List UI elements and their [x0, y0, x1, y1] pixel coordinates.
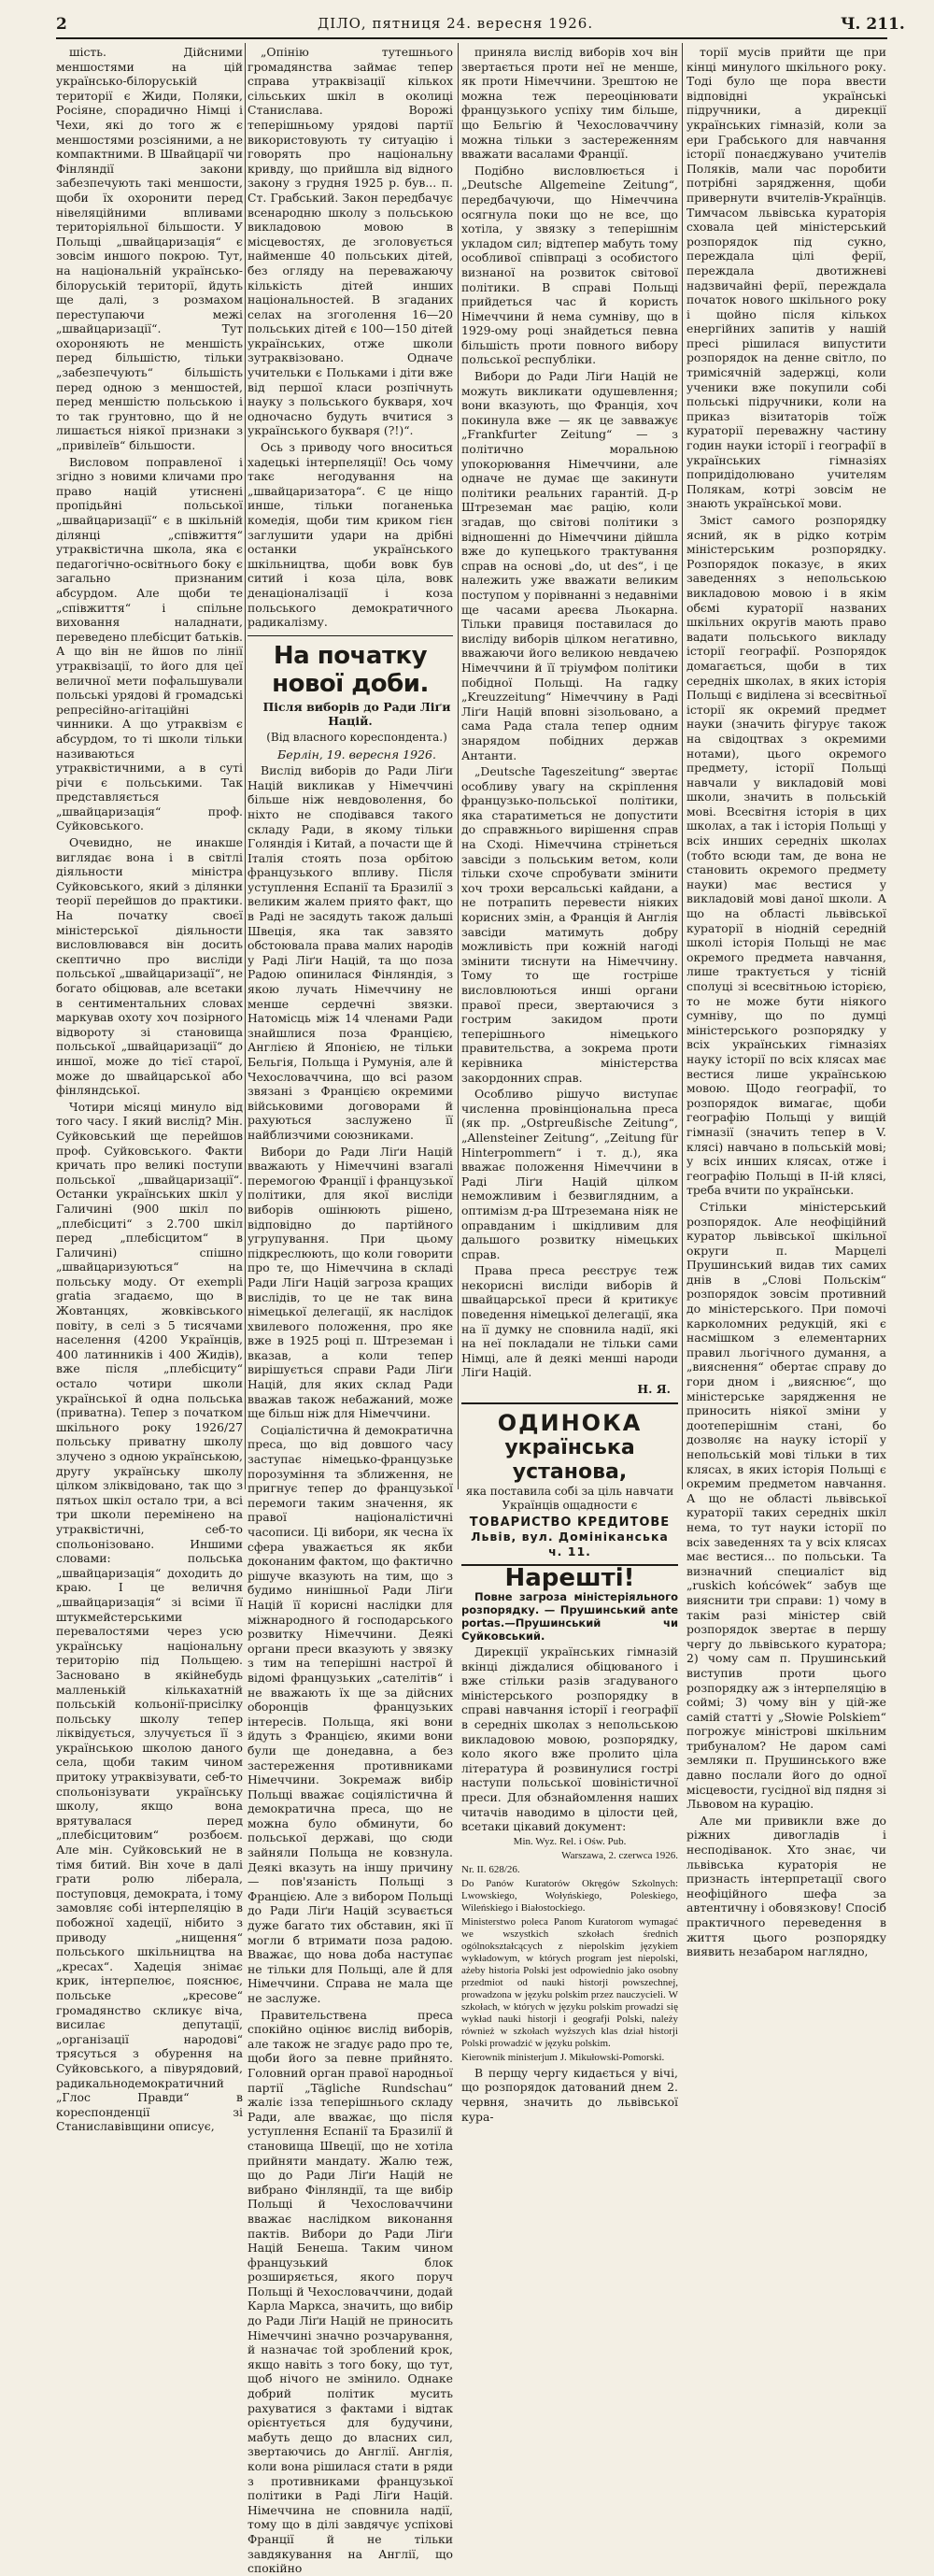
issue-number: Ч. 211.	[841, 15, 905, 34]
paragraph: „Опінію тутешнього громадянства займає тепер справа утраквізації кількох сільських шкіл в околиці Станислава. Ворожі теперішньому урядові партії використовують ту ситуацію і говорять про національну кривду, що прийшла від відного закону з грудня 1925 р. був... п. Ст. Грабський. Закон передбачує всенародню школу з польською викладовою мовою в місцевостях, де зголовується найменше 40 польських дітей, без огляду на переважаючу кількість дітей инших національностей. В згаданих селах на згоголення 16—20 польських дітей є 100—150 дітей українських, отже школи зутраквізовано. Одначе учительки є Польками і діти вже від першої класи розпічнуть науку з польського букваря, хоч одночасно будуть вчитися з українського букваря (?!)“.	[248, 45, 453, 438]
notice-title: Нарешті!	[504, 1564, 635, 1593]
paragraph: Стільки міністерський розпорядок. Але неофіційний куратор львівської шкільної округи п. Марцелі Прушинський видав тих самих днів в „Слові Польскім“ розпорядок зовсім противний до міністерського. При помочі карколомних редукцій, які є насмішком з елементарних правил льогічного думання, а „вияснення“ обертає справу до гори дном і „вияснює“, що міністерське зарядження не приносить ніякої зміни у доотеперішнім стані, бо дозволяє на науку історії у непольській мові тільки в тих клясах, в яких історія Польщі є окремим предметом навчання. А що не області львівської кураторії таких середніх шкіл нема, то тут науки історії по всіх заведеннях та у всіх клясах має вестися... по польськи. Та визначний специаліст від „ruskich końcówek“ забув ще вияснити три справи: 1) чому в такім разі міністер свій розпорядок звертає в першу чергу до львівського куратора; 2) чому сам п. Прушинський виступив проти цього розпорядку аж з інтерпеляцію в соймі; 3) чому він у цій-же самій статті у „Słowie Polskiem“ погрожує міністрові шкільним трибуналом? Не даром самі земляки п. Прушинського вже давно послали його до одної місцевости, гусідної від пядня зі Львовом на курацію.	[686, 1199, 886, 1812]
paragraph: Очевидно, не инакше виглядає вона і в світлі діяльности міністра Суйковського, який з ділянки теорії перейшов до практики. На початку своєї міністерської діяльности висловлювався він досить скептично про висліди польської „швайцаризації“, не богато обіцював, але всетаки в сентиментальних словах маркував охоту хоч позірного відвороту зі становища польської „швайцаризації“ до иншої, може до тієї старої, може до швайцарської або фінляндської.	[56, 835, 243, 1098]
ad-subheadline: українська установа,	[504, 1435, 635, 1484]
document-office: Min. Wyz. Rel. i Ośw. Pub.	[513, 1835, 627, 1847]
document-body: Ministerstwo poleca Panom Kuratorom wymagać we wszystkich szkołach średnich ogólnokształcących z niepolskim językiem wykładowym, w których program jest niepolski, ażeby historia Polski jest odpowiednio jako osobny przedmiot od nauki historji powszechnej, prowadzona w języku polskim przez nauczycieli. W szkołach, w których w języku polskim prowadzi się wykład nauki historji i geografji Polski, należy również w szkołach wyższych klas dział historji Polski prowadzić w języku polskim.	[461, 1915, 678, 2049]
paragraph: Але ми привикли вже до ріжних дивогладів і несподіванок. Хто знає, чи львівська кураторія не признасть інтерпретації свого неофіційного шефа за автентичну і обовязкову! Спосіб практичного переведення в життя цього розпорядку виявить незабаром наглядно,	[686, 1813, 886, 1959]
bank-advertisement	[461, 1402, 678, 1567]
page-number: 2	[56, 15, 67, 34]
masthead-date: ДІЛО, пятниця 24. вересня 1926.	[318, 15, 594, 32]
paragraph: Особливо рішучо виступає численна провінціональна преса (як пр. „Ostpreußische Zeitung“, „Allensteiner Zeitung“, „Zeitung für Hinterpommern“ і т. д.), яка вважає положення Німеччини в Раді Ліґи Націй цілком неможливим і безвиглядним, а оптимізм д-ра Штреземана ніяк не оправданим і шкідливим для дальшого розвитку німецьких справ.	[461, 1087, 678, 1261]
ad-text: яка поставила собі за ціль навчати Українців ощадности є	[465, 1484, 674, 1512]
column-1	[56, 45, 243, 2134]
document-signoff: Kierownik ministerjum J. Mikułowski-Pomorski.	[461, 2051, 665, 2063]
column-2	[248, 45, 453, 2576]
column-divider	[682, 43, 683, 1489]
paragraph: Чотири місяці минуло від того часу. І який вислід? Мін. Суйковський ще перейшов проф. Суйковського. Факти кричать про великі поступи польської „швайцаризації“. Останки українських шкіл у Галичині (900 шкіл по „плебісциті“ з 2.700 шкіл перед „плебісцитом“ в Галичині) спішно „швайцаризуються“ на польську моду. От exempli gratia згадаємо, що в Жовтанцях, жовківського повіту, в селі з 5 тисячами населення (4200 Українців, 400 латинників і 400 Жидів), вже після „плебісциту“ остало чотири школи української й одна польська (приватна). Тепер з початком шкільного року 1926/27 польську приватну школу злучено з одною українською, другу українську школу цілком зліквідовано, так що з пятьох шкіл остало три, а всі три школи перемінено на утраквістичні, себ-то спольонізовано. Иншими словами: польська „швайцаризація“ доходить до краю. І це величня „швайцаризація“ зі всіми її штукмейстерськими перевалостями через усю українську національну територію під Польщею. Засновано в якійнебудь малленькій кількахатній польській кольонії-присілку польську школу тепер ліквідується, злучується її з українською школою даного села, щоби таким чином притоку утраквізувати, себ-то спольонізувати українську школу, якщо вона врятувалася перед „плебісцитовим“ розбоєм. Але мін. Суйковський не в тімя битий. Він хоче в далі грати ролю ліберала, поступовця, демократа, і тому замовляє собі інтерпеляцію в побожної хадеції, нібито з приводу „нищення“ польського шкільництва на „кресах“. Хадеція знімає крик, інтерпелює, пояснює, польське „кресове“ громадянство скликує віча, висилає депутації, „організації народові“ трясуться з обурення на Суйковського, а півурядовий, радикальнодемократичний „Глос Правди“ в кореспонденції зі Станиславівщини описує,	[56, 1099, 243, 2134]
article-subtitle: Після виборів до Ради Ліґи Націй.	[262, 699, 451, 729]
ad-address: Львів, вул. Домініканська ч. 11.	[471, 1530, 669, 1558]
paragraph: „Deutsche Tageszeitung“ звертає особливу увагу на скріплення французько-польської політики, яка старатиметься не допустити до справжнього вирішення справ на Сході. Німеччина стрінеться завсіди з польським ветом, коли тільки схоче спробувати змінити хоч трохи версальські кайдани, а не потрапить перевести ніяких корисних змін, а Франція й Англія завсіди матимуть добру можливість при кожній нагоді змінити тиснути на Німеччину. Тому то ще гостріше висловлюються инші органи правої преси, звертаючися з гострим закидом проти теперішнього німецького правительства, а зокрема проти керівника міністерства закордонних справ.	[461, 764, 678, 1085]
paragraph: Дирекції українських гімназій вкінці діждалися обіцюваного і вже стільки разів згадуваного міністерського розпорядку в справі навчання історії і географії в середніх школах з непольською викладовою мовою, розпорядку, коло якого вже пролито ціла література й розвинулися гострі наступи польської шовіністичної преси. Для обзнайомлення наших читачів наводимо в цілости цей, всетаки цікавий документ:	[461, 1644, 678, 1834]
paragraph: Права преса реєструє теж некорисні висліди виборів й швайцарської преси й критикує поведення німецької делегації, яка на її думку не сповнила надії, які на неї покладали не тільки сами Німці, але й деякі менші народи Ліґи Націй.	[461, 1263, 678, 1380]
column-3	[461, 45, 678, 2124]
document-place-date: Warszawa, 2. czerwca 1926.	[561, 1849, 678, 1861]
article-source-note: (Від власного кореспондента.)	[266, 730, 447, 744]
column-divider	[458, 43, 459, 1489]
column-divider	[245, 43, 246, 1489]
paragraph: Ось з приводу чого вноситься хадецькі інтерпеляції! Ось чому такє негодування на „швайцаризатора“. Є це ніщо инше, тільки поганенька комедія, щоби тим криком гієн заглушити удари на дрібні останки українського шкільництва, щоби вовк був ситий і коза ціла, вовк денаціоналізації і коза польського демократичного радикалізму.	[248, 440, 453, 630]
paragraph: Зміст самого розпорядку ясний, як в рідко котрім міністерським розпорядку. Розпорядок показує, в яких заведеннях з непольською викладовою мовою і в якім обємі кураторії названих шкільних округів мають право вадати польського викладу історії географії. Розпорядок домагається, щоби в тих середніх школах, в яких історія Польщі є виділена зі всесвітньої історії як окремий предмет науки (значить фігурує також на свідоцтвах з окремими нотами), цього окремого предмету, історії Польщі навчали у викладовій мові школи, значить в польській мові. Всесвітня історія в цих школах, а так і історія Польщі у всіх инших середніх школах (тобто всюди там, де вона не становить окремого предмету науки) має вестися у викладовій мові даної школи. А що на області львівської кураторії в ніодній середній школі історія Польщі не має окремого предмета навчання, лише трактується у тісній сполуці зі всесвітньою історією, то не може бути ніякого сумніву, що по думці міністерського розпорядку у всіх українських гімназіях науку історії по всіх клясах має вестися лише українською мовою. Щодо географії, то розпорядок вимагає, щоби географію Польщі у вищій гімназії (значить тепер в V. клясі) навчано в польській мові; у всіх инших клясах, отже і географію Польщі в II-ій клясі, треба вчити по українськи.	[686, 513, 886, 1198]
ad-headline: ОДИНОКА	[497, 1409, 643, 1436]
paragraph: Вислід виборів до Ради Ліґи Націй викликав у Німеччині більше ніж невдоволення, бо ніхто не сподівався такого складу Ради, в якому тільки Голяндія і Китай, а почасти ще й Італія стоять поза орбітою французького впливу. Після уступлення Еспанії та Бразилії з великим жалем приято факт, що в Раді не засядуть також дальші Швеція, яка так завзято обстоювала права малих народів у Раді Ліґи Націй, та що поза Радою опинилася Фінляндія, з якою лучать Німеччину не менше сердечні звязки. Натомісць між 14 членами Ради знайшлися поза Францією, Англією й Японією, не тільки Бельгія, Польща і Румунія, але й Чехословаччина, що всі разом звязані з Францією окремими військовими договорами й рахуються заслужено її найблизчими союзниками.	[248, 763, 453, 1142]
section-rule	[248, 635, 453, 636]
paragraph: Соціалістична й демократична преса, що від довшого часу заступає німецько-французьке порозуміння та зближення, не пригнує тепер до французької перемоги таким значення, як правої націоналістичні часописи. Ці вибори, як чесна їх сфера уважається як якби доконаним фактом, що фактично рішуче вказують на тим, що з будимо нинішньої Ради Ліґи Націй її корисні наслідки для міжнародного й господарського розвитку Німеччини. Деякі органи преси вказують у звязку з тим на теперішні настрої й відомі французьких „сателітів“ і не вважають їх ще за дійсних оборонців французьких інтересів. Польща, які вони йдуть з Францією, якими вони були ще донедавна, а без застереження противниками Німеччини. Зокремаж вибір Польщі вважає соціялістична й демократична преса, що не можна було обминути, бо польської державі, що сюди зайняли Польща не ковзнула. Деякі вказуть на іншу причину — пов'язаність Польщі з Францією. Але з вибором Польщі до Ради Ліґи Націй зсувається дуже багато тих обставин, які її могли б втримати поза радою. Вважає, що нова доба наступає не тільки для Польщі, але й для Німеччини. Справа не мала ще не заслуже.	[248, 1422, 453, 2005]
notice-lead: Повне загроза міністеріяльного розпорядку. — Прушинський ante portas.—Прушинський чи Суйковський.	[461, 1590, 678, 1643]
paragraph: В перщу чергу кидається у вічі, що розпорядок датований днем 2. червня, значить до львівської кура-	[461, 2065, 678, 2124]
column-4	[686, 45, 886, 1959]
paragraph: приняла вислід виборів хоч він звертається проти неї не менше, як проти Німеччини. Зрештою не можна теж переоцінювати французького успіху тим більше, що Бельгію й Чехословаччину можна тільки з застереженням вважати васалами Франції.	[461, 45, 678, 162]
author-signature: Н. Я.	[637, 1382, 671, 1397]
paragraph: Подібно висловлюється і „Deutsche Allgemeine Zeitung“, передбачуючи, що Німеччина осягнула поки що не все, що хотіла, у звязку з теперішнім укладом сил; відтепер мабуть тому особливої співпраці з особистого визнаної на розвиток світової політики. В справі Польщі прийдеться час й користь Німеччини й нема сумніву, що в 1929-ому році знайдеться певна більшість проти повного вибору польської республіки.	[461, 163, 678, 367]
running-head	[0, 0, 934, 36]
paragraph: Вибори до Ради Ліґи Націй вважають у Німеччині взагалі перемогою Франції і французької політики, для якої висліди виборів ошінюють рішено, відповідно до партійного угрупування. При цьому підкреслюють, що коли говорити про те, що Німеччина в складі Ради Ліґи Націй загроза кращих вислідів, то це не так вина німецької делегації, як наслідок хвилевого положення, про яке вже в 1925 році п. Штреземан і вказав, а коли тепер вирішується справи Ради Ліґи Націй, для яких склад Ради вважав також небажаний, може ще більш ніж для Німеччини.	[248, 1144, 453, 1421]
paragraph: торії мусів прийти ще при кінці минулого шкільного року. Тоді було ще пора ввести відповідні українські підручники, а дирекції українських гімназій, коли за ери Грабського для навчання історії понаєджувано учителів Поляків, мали час поробити потрібні зарядження, щоби привернути вчителів-Українців. Тимчасом львівська кураторія сховала цей міністерський розпорядок під сукно, переждала цілі ферії, переждала двотижневі надзвичайні ферії, переждала початок нового шкільного року і щойно після кількох енергійних запитів у нашій пресі рішилася випустити розпорядок на денне світло, по тримісячній задержці, коли ученики вже покупили собі польські підручники, коли на приказ візитаторів тоїж кураторії переважну частину годин науки історії і географії в українських гімназіях попридідолювано учителям Полякам, котрі зовсім не знають української мови.	[686, 45, 886, 511]
header-rule	[56, 37, 887, 39]
article-title: На початку нової доби.	[272, 641, 429, 698]
article-dateline: Берлін, 19. вересня 1926.	[277, 747, 436, 761]
paragraph: шість. Дійсними меншостями на цій українсько-білоруській території є Жиди, Поляки, Росіяне, спорадично Німці і Чехи, які до того ж є меншостями розсіяними, а не компактними. В Швайцарії чи Фінляндії закони забезпечують такі меншости, щоби їх охоронити перед нівеляційними впливами територіяльної більшости. У Польщі „швайцаризація“ є зовсім иншого покрою. Тут, на національній українсько-білоруській території, йдуть ще далі, з розмахом переступаючи межі „швайцаризації“. Тут охороняють не меншість перед більшістю, тільки „забезпечують“ більшість перед одною з меншостей, перед меншістю польською і то так грунтовно, що й не лишається ніякої признаки з „привілеїв“ більшости.	[56, 45, 243, 453]
paragraph: Вибори до Ради Ліґи Націй не можуть викликати одушевлення; вони вказують, що Франція, хоч покинула вже — як це завважує „Frankfurter Zeitung“ — з політично моральною упокорювання Німеччини, але одначе не думає ще закинути політики реальних гарантій. Д-р Штреземан має рацію, коли згадав, що світові політики з відношенні до Німеччини дійшла вже до купецького трактування справ на основі „do, ut des“, і це належить уже вважати великим поступом у порівнанні з недавніми ще часами ареєва Льокарна. Тільки правиця поставилася до висліду виборів цілком негативно, вважаючи його великою невдачею Німеччини й її тріумфом політики побідної Польщі. На гадку „Kreuzzeitung“ Німеччину в Раді Ліґи Націй вповні зізольовано, а сама Рада стала тепер одним знарядом побідних держав Антанти.	[461, 369, 678, 762]
paragraph: Правительствена преса спокійно оцінює вислід виборів, але також не згадує радо про те, щоби його за певне прийнято. Головний орган правої народньої партії „Tägliche Rundschau“ жаліє ізза теперішнього складу Ради, але вважає, що після уступлення Еспанії та Бразилії й становища Швеції, що не хотіла прийняти мандату. Жалю теж, що до Ради Ліґи Націй не вибрано Фінляндії, та ще вибір Польщі й Чехословаччини вважає наслідком виконання пактів. Вибори до Ради Ліґи Націй Бенеша. Таким чином французький блок розширяється, якого поруч Польщі й Чехословаччини, додай Карла Маркса, значить, що вибір до Ради Ліґи Націй не приносить Німеччині значно розчарування, й назначає той зроблений крок, якщо навіть з того боку, що тут, щоб нічого не змінило. Однаке добрий політик мусить рахуватися з фактами і відтак орієнтується для будучини, мабуть дещо до власних сил, звертаючись до Англії. Англія, коли вона рішилася стати в ряди з противниками французької політики в Раді Ліґи Націй. Німеччина не сповнила надії, тому що в ділі завдячує успіхові Франції й не тільки завдякування на Англії, що спокійно	[248, 2007, 453, 2576]
ad-bank-name: ТОВАРИСТВО КРЕДИТОВЕ	[469, 1515, 671, 1530]
document-number: Nr. II. 628/26.	[461, 1863, 520, 1875]
paragraph: Висловом поправленої і згідно з новими кличами про право націй утиснені пропідьйні польської „швайцаризації“ є в шкільній ділянці „співжиття“ утраквістична школа, яка є педагогічно-освітнього боку є загально признаним абсурдом. Але щоби те „співжиття“ і спільне виховання наладнати, переведено плебісцит батьків. А що він не йшов по лінії утраквізації, то його для цеї величної мети пофальшували польські урядові й громадські репресійно-агітаційні чинники. А що утраквізм є абсурдом, то ті школи тільки називаються утраквістичними, а в суті річи є польськими. Так представляється „швайцаризація“ проф. Суйковського.	[56, 454, 243, 833]
document-address: Do Panów Kuratorów Okręgów Szkolnych: Lwowskiego, Wołyńskiego, Poleskiego, Wileńskiego i Białostockiego.	[461, 1877, 678, 1914]
